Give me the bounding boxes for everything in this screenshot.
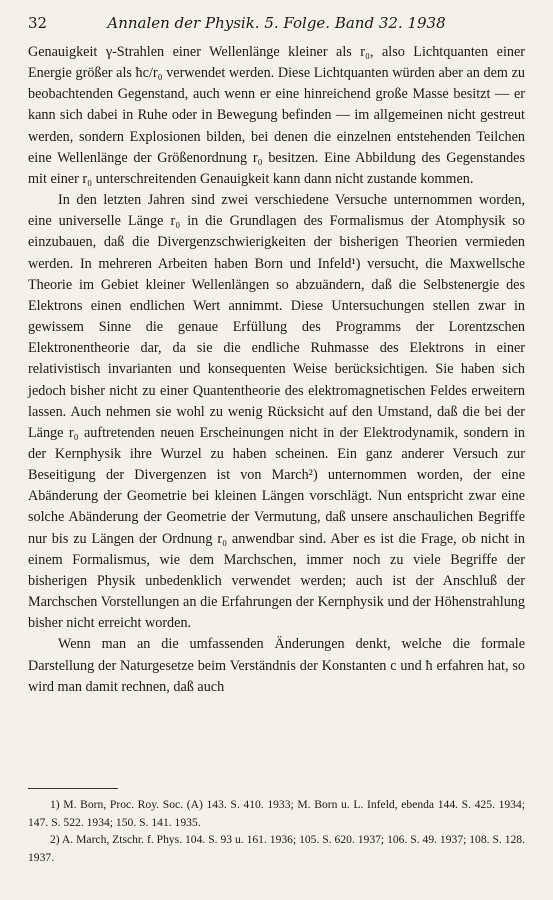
paragraph-2: In den letzten Jahren sind zwei verschiedene Versuche unternommen worden, eine universelle Länge r₀ in die Grundlagen des Formalismus der Atomphysik so einzubauen, daß die Divergenzschwierigkeiten der bisherigen Theorien vermieden werden. In mehreren Arbeiten haben Born und Infeld¹) versucht, die Maxwellsche Theorie im Gebiet kleiner Wellenlängen so abzuändern, daß die Selbstenergie des Elektrons einen endlichen Wert annimmt. Diese Untersuchungen stellen zwar in gewissem Sinne die genaue Erfüllung des Programms der Lorentzschen Elektronentheorie dar, da sie die endliche Ruhmasse des Elektrons in einer relativistisch invarianten und konsequenten Weise berücksichtigen. Sie haben sich jedoch bisher nicht zu einer Quantentheorie des elektromagnetischen Feldes erweitern lassen. Auch nehmen sie wohl zu wenig Rücksicht auf den Umstand, daß die bei der Länge r₀ auftretenden neuen Erscheinungen nicht in der Elektrodynamik, sondern in der Kernphysik ihre Wurzel zu haben scheinen. Ein ganz anderer Versuch zur Beseitigung der Divergenzen ist von March²) unternommen worden, der eine Abänderung der Geometrie bei kleinen Längen vorschlägt. Nun entspricht zwar eine solche Abänderung der Geometrie der Vermutung, daß unsere anschaulichen Begriffe nur bis zu Längen der Ordnung r₀ anwendbar sind. Aber es ist die Frage, ob nicht in einem Formalismus, wie dem Marchschen, immer noch zu viele Begriffe der bisherigen Physik unbedenklich verwendet werden; auch ist der Anschluß der Marchschen Vorstellungen an die Erfahrungen der Kernphysik und der Höhenstrahlung bisher nicht erreicht worden.: [28, 192, 525, 632]
footnote-1: 1) M. Born, Proc. Roy. Soc. (A) 143. S. 410. 1933; M. Born u. L. Infeld, ebenda 144. S. 425. 1934; 147. S. 522. 1934; 150. S. 141. 1935.: [28, 798, 525, 829]
page-header: [28, 12, 525, 34]
footnotes: [28, 796, 525, 866]
page-number: 32: [28, 14, 48, 32]
paragraph-3: Wenn man an die umfassenden Änderungen denkt, welche die formale Darstellung der Naturgesetze beim Verständnis der Konstanten c und ħ erfahren hat, so wird man damit rechnen, daß auch: [28, 636, 525, 695]
footnote-rule: [28, 788, 118, 789]
paragraph-1: Genauigkeit γ-Strahlen einer Wellenlänge kleiner als r₀, also Lichtquanten einer Energie größer als ħc/r₀ verwendet werden. Diese Lichtquanten würden aber an dem zu beobachtenden Gegenstand, auch wenn er eine hinreichend große Masse besitzt — er kann sich dabei in Ruhe oder in Bewegung befinden — im allgemeinen nicht gestreut werden, sondern Explosionen bilden, bei denen die einzelnen entstehenden Teilchen eine Wellenlänge der Größenordnung r₀ besitzen. Eine Abbildung des Gegenstandes mit einer r₀ unterschreitenden Genauigkeit kann dann nicht zustande kommen.: [28, 44, 525, 187]
footnote-2: 2) A. March, Ztschr. f. Phys. 104. S. 93 u. 161. 1936; 105. S. 620. 1937; 106. S. 49. 1937; 108. S. 128. 1937.: [28, 833, 525, 864]
running-head: Annalen der Physik. 5. Folge. Band 32. 1938: [107, 14, 446, 32]
body-text: [28, 42, 525, 698]
